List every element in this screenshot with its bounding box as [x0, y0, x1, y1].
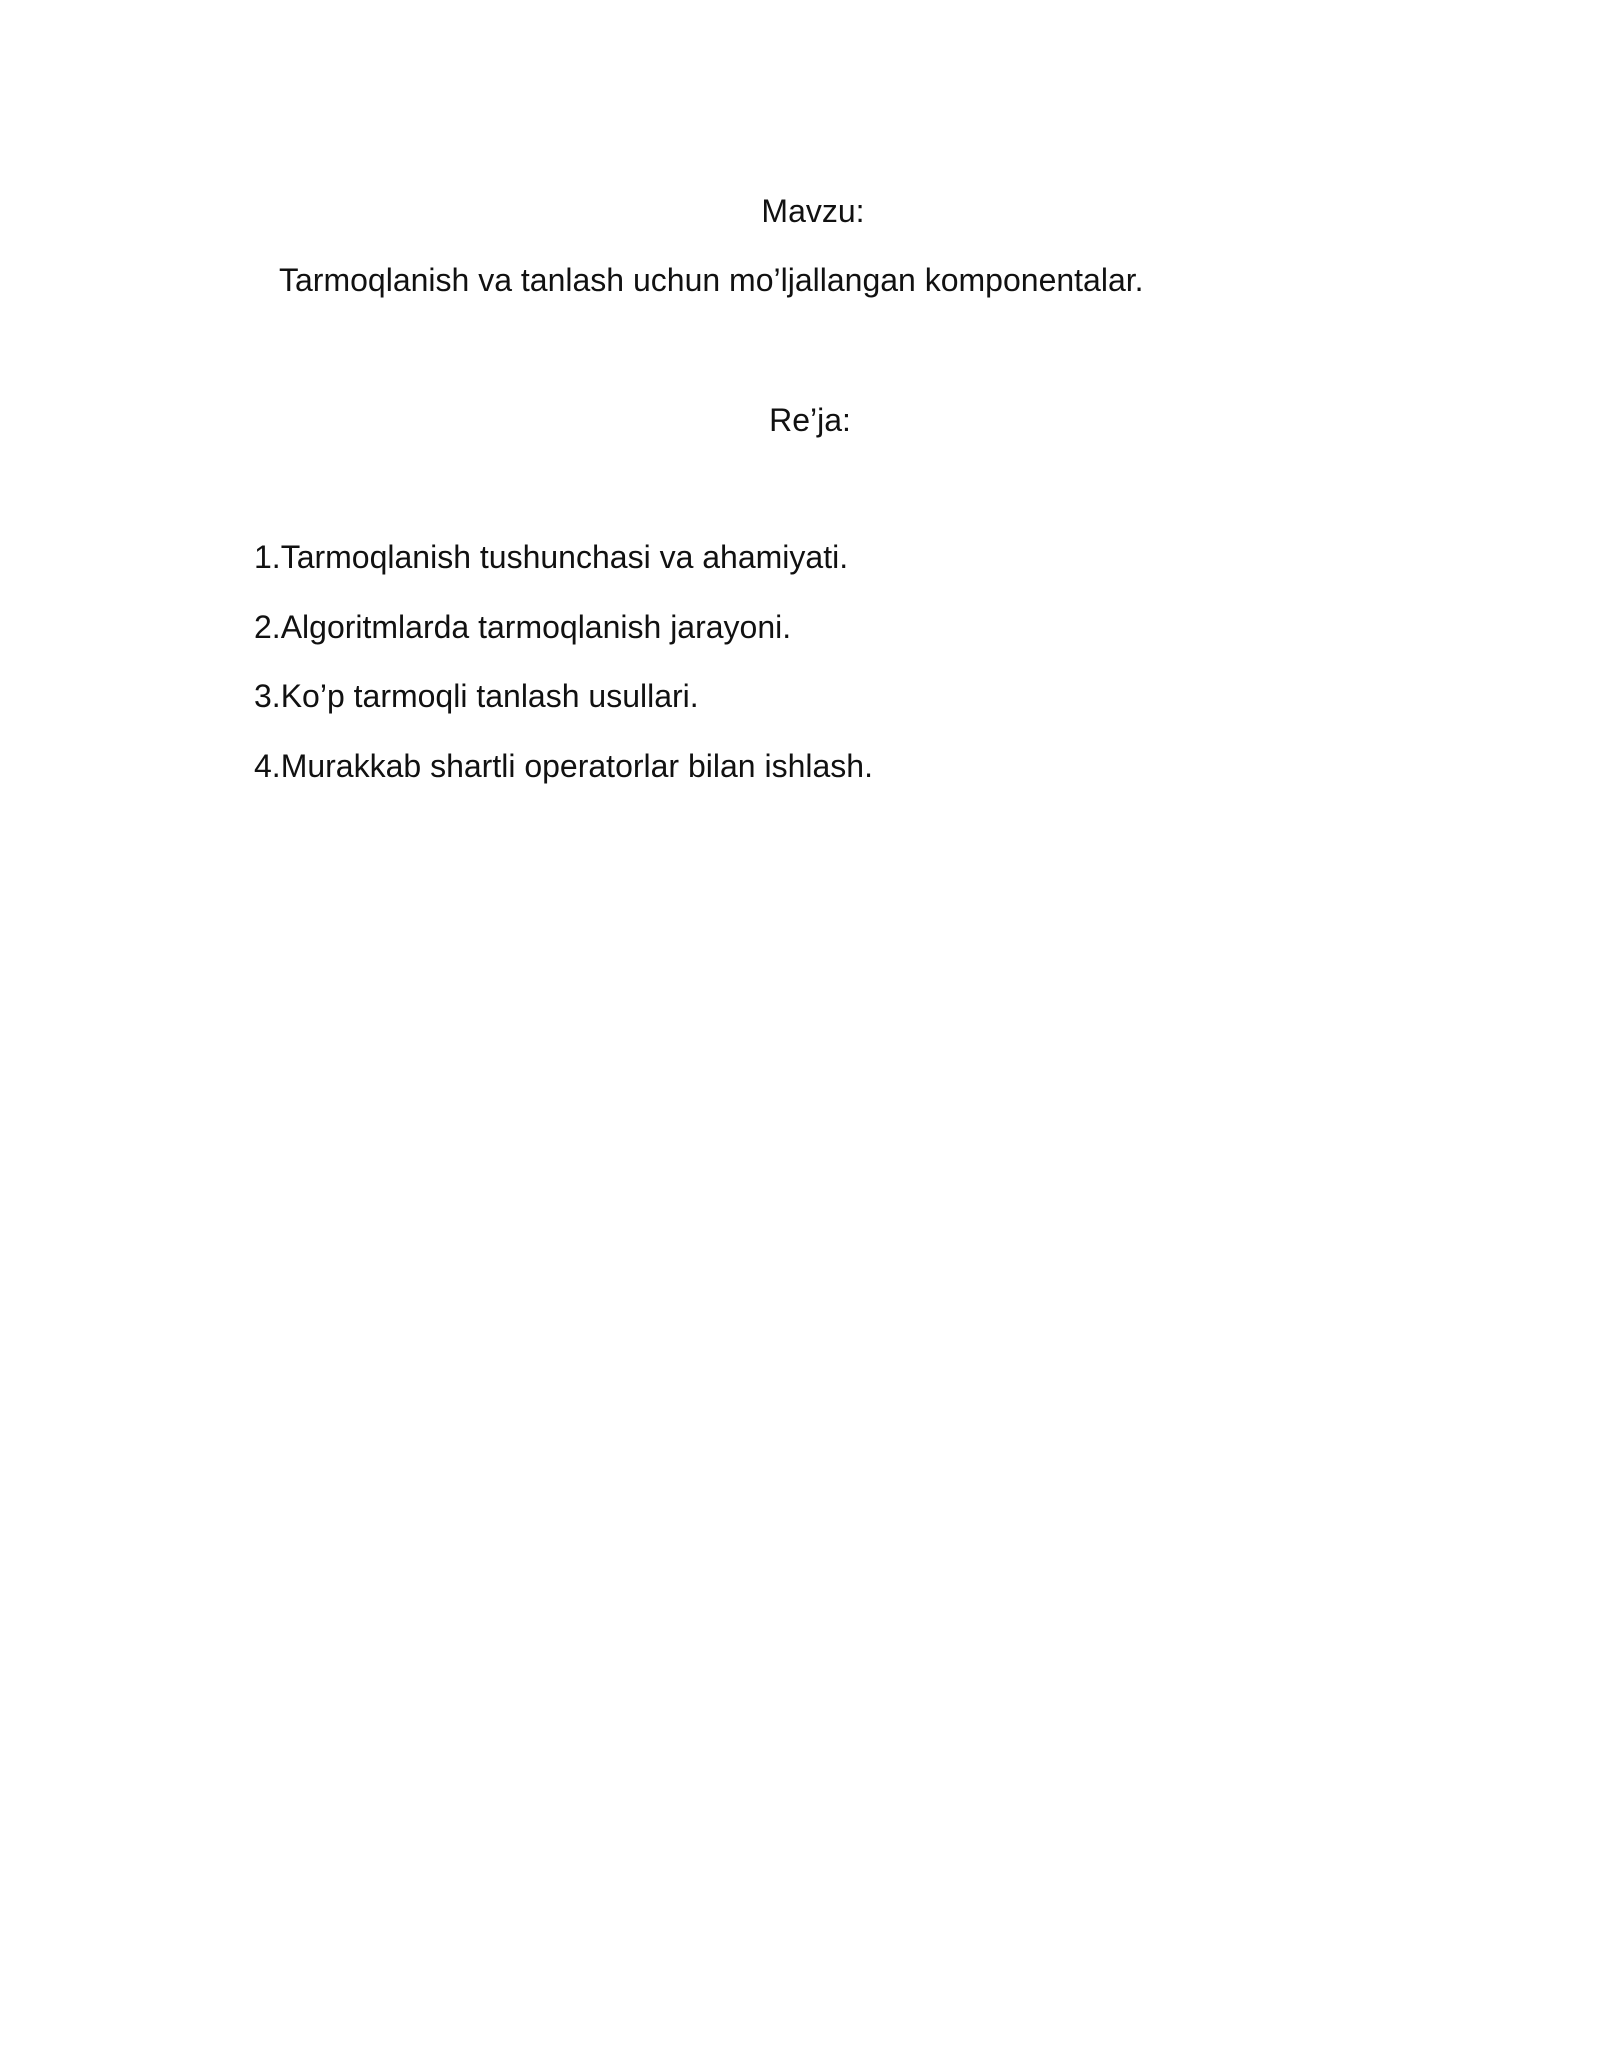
topic-label: Mavzu:: [761, 193, 865, 229]
plan-list: [254, 537, 873, 815]
plan-item: 1.Tarmoqlanish tushunchasi va ahamiyati.: [254, 539, 849, 575]
plan-label: Re’ja:: [769, 402, 851, 438]
plan-item: 3.Ko’p tarmoqli tanlash usullari.: [254, 678, 699, 714]
topic-title: Tarmoqlanish va tanlash uchun mo’ljallangan komponentalar.: [279, 262, 1144, 298]
plan-item: 2.Algoritmlarda tarmoqlanish jarayoni.: [254, 608, 792, 645]
plan-item: 4.Murakkab shartli operatorlar bilan ishlash.: [254, 747, 873, 784]
